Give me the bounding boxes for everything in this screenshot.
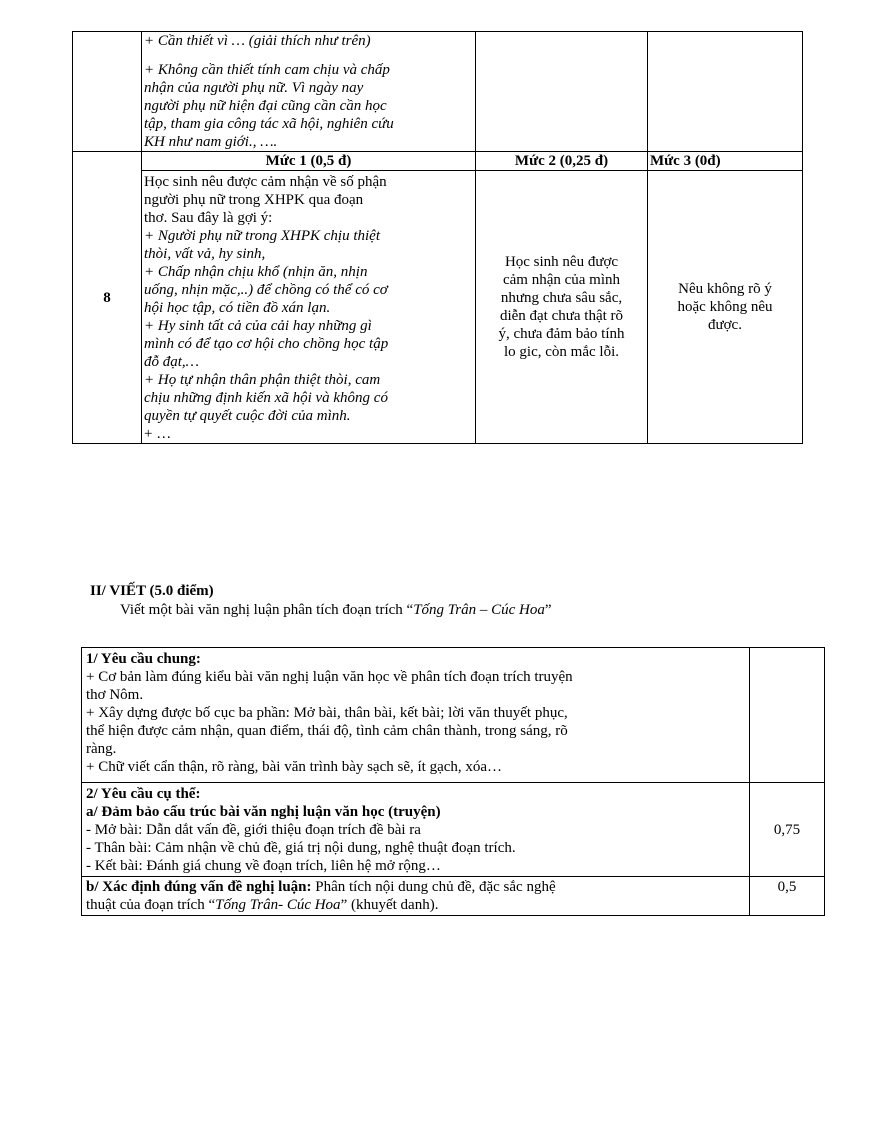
text-line: chịu những định kiến xã hội và không có xyxy=(144,390,388,406)
header-level-1: Mức 1 (0,5 đ) xyxy=(142,152,476,171)
text-line: + Người phụ nữ trong XHPK chịu thiệt xyxy=(144,228,381,244)
level-1-description xyxy=(142,171,476,444)
text-line: - Thân bài: Cảm nhận về chủ đề, giá trị nội dung, nghệ thuật đoạn trích. xyxy=(86,840,516,856)
section-prompt xyxy=(120,601,552,619)
text-line: ý, chưa đảm bảo tính xyxy=(498,326,625,342)
grading-table-reading xyxy=(72,31,803,444)
specific-requirements xyxy=(82,783,750,877)
question-number-text: 8 xyxy=(103,289,111,306)
text-line: + Chấp nhận chịu khổ (nhịn ăn, nhịn xyxy=(144,264,368,280)
table-row xyxy=(82,877,825,916)
text-line: KH như nam giới., …. xyxy=(144,134,278,150)
question-number xyxy=(73,152,142,444)
issue-requirement xyxy=(82,877,750,916)
table-row xyxy=(82,783,825,877)
text-line: hội học tập, có tiền đồ xán lạn. xyxy=(144,300,331,316)
grading-table-writing xyxy=(81,647,825,916)
table-cell xyxy=(142,32,476,152)
row-a-text-1 xyxy=(144,32,473,51)
text-line: Học sinh nêu được cảm nhận về số phận xyxy=(144,174,387,190)
text-line: Nêu không rõ ý xyxy=(678,281,772,297)
level-2-description xyxy=(476,171,648,444)
text-line: lo gic, còn mắc lỗi. xyxy=(504,344,619,360)
text-line: + Xây dựng được bố cục ba phần: Mở bài, thân bài, kết bài; lời văn thuyết phục, xyxy=(86,705,568,721)
score-cell-empty xyxy=(750,648,825,783)
general-heading: 1/ Yêu cầu chung: xyxy=(86,651,201,667)
row-a-text-2 xyxy=(144,61,473,151)
text-line: ràng. xyxy=(86,741,117,757)
text-line: hoặc không nêu xyxy=(677,299,773,315)
text-line: thơ. Sau đây là gợi ý: xyxy=(144,210,273,226)
score-issue: 0,5 xyxy=(750,877,825,916)
text-line: + … xyxy=(144,426,172,442)
level-3-description xyxy=(648,171,803,444)
text-line: + Cơ bản làm đúng kiểu bài văn nghị luận văn học về phân tích đoạn trích truyện xyxy=(86,669,573,685)
specific-subheading: a/ Đảm bảo cấu trúc bài văn nghị luận văn học (truyện) xyxy=(86,804,441,820)
text-line: + Cần thiết vì … (giải thích như trên) xyxy=(144,33,371,49)
text-line: nhận của người phụ nữ. Vì ngày nay xyxy=(144,80,364,96)
text-line: đỗ đạt,… xyxy=(144,354,200,370)
table-row xyxy=(73,32,803,152)
prompt-text: Viết một bài văn nghị luận phân tích đoạn trích “ xyxy=(120,602,414,618)
section-title: II/ VIẾT (5.0 điểm) xyxy=(90,583,214,599)
text-line: cảm nhận của mình xyxy=(502,272,621,288)
issue-text-2: thuật của đoạn trích “ xyxy=(86,897,216,913)
prompt-text-end: ” xyxy=(544,602,552,618)
table-cell xyxy=(648,32,803,152)
text-line: người phụ nữ hiện đại cũng cần cần học xyxy=(144,98,387,114)
text-line: quyền tự quyết cuộc đời của mình. xyxy=(144,408,351,424)
text-line: mình có để tạo cơ hội cho chồng học tập xyxy=(144,336,389,352)
table-cell xyxy=(476,32,648,152)
issue-heading: b/ Xác định đúng vấn đề nghị luận: xyxy=(86,879,312,895)
text-line: + Hy sinh tất cả của cải hay những gì xyxy=(144,318,372,334)
text-line: thể hiện được cảm nhận, quan điểm, thái độ, tình cảm chân thành, trong sáng, rõ xyxy=(86,723,568,739)
text-line: Học sinh nêu được xyxy=(504,254,619,270)
work-title: Tống Trân- Cúc Hoa xyxy=(215,897,341,913)
table-row xyxy=(82,648,825,783)
header-level-3: Mức 3 (0đ) xyxy=(648,152,803,171)
text-line: thòi, vất vả, hy sinh, xyxy=(144,246,266,262)
general-requirements xyxy=(82,648,750,783)
specific-heading: 2/ Yêu cầu cụ thể: xyxy=(86,786,201,802)
text-line: - Kết bài: Đánh giá chung về đoạn trích, liên hệ mở rộng… xyxy=(86,858,441,874)
text-line: tập, tham gia công tác xã hội, nghiên cứu xyxy=(144,116,394,132)
text-line: + Không cần thiết tính cam chịu và chấp xyxy=(144,62,390,78)
table-header-row xyxy=(73,152,803,171)
text-line: diễn đạt chưa thật rõ xyxy=(499,308,624,324)
text-line: người phụ nữ trong XHPK qua đoạn xyxy=(144,192,364,208)
text-line: thơ Nôm. xyxy=(86,687,144,703)
text-line: + Họ tự nhận thân phận thiệt thòi, cam xyxy=(144,372,381,388)
work-title: Tống Trân – Cúc Hoa xyxy=(413,602,545,618)
issue-text: Phân tích nội dung chủ đề, đặc sắc nghệ xyxy=(311,879,556,895)
text-line: + Chữ viết cẩn thận, rõ ràng, bài văn trình bày sạch sẽ, ít gạch, xóa… xyxy=(86,759,503,775)
level-1-lines xyxy=(144,173,473,443)
text-line: uống, nhịn mặc,..) để chồng có thể có cơ xyxy=(144,282,388,298)
score-structure: 0,75 xyxy=(750,783,825,877)
issue-text-3: ” (khuyết danh). xyxy=(340,897,439,913)
header-level-2: Mức 2 (0,25 đ) xyxy=(476,152,648,171)
text-line: - Mở bài: Dẫn dắt vấn đề, giới thiệu đoạn trích đề bài ra xyxy=(86,822,421,838)
table-row xyxy=(73,171,803,444)
text-line: nhưng chưa sâu sắc, xyxy=(500,290,623,306)
table-cell xyxy=(73,32,142,152)
text-line: được. xyxy=(708,317,742,333)
